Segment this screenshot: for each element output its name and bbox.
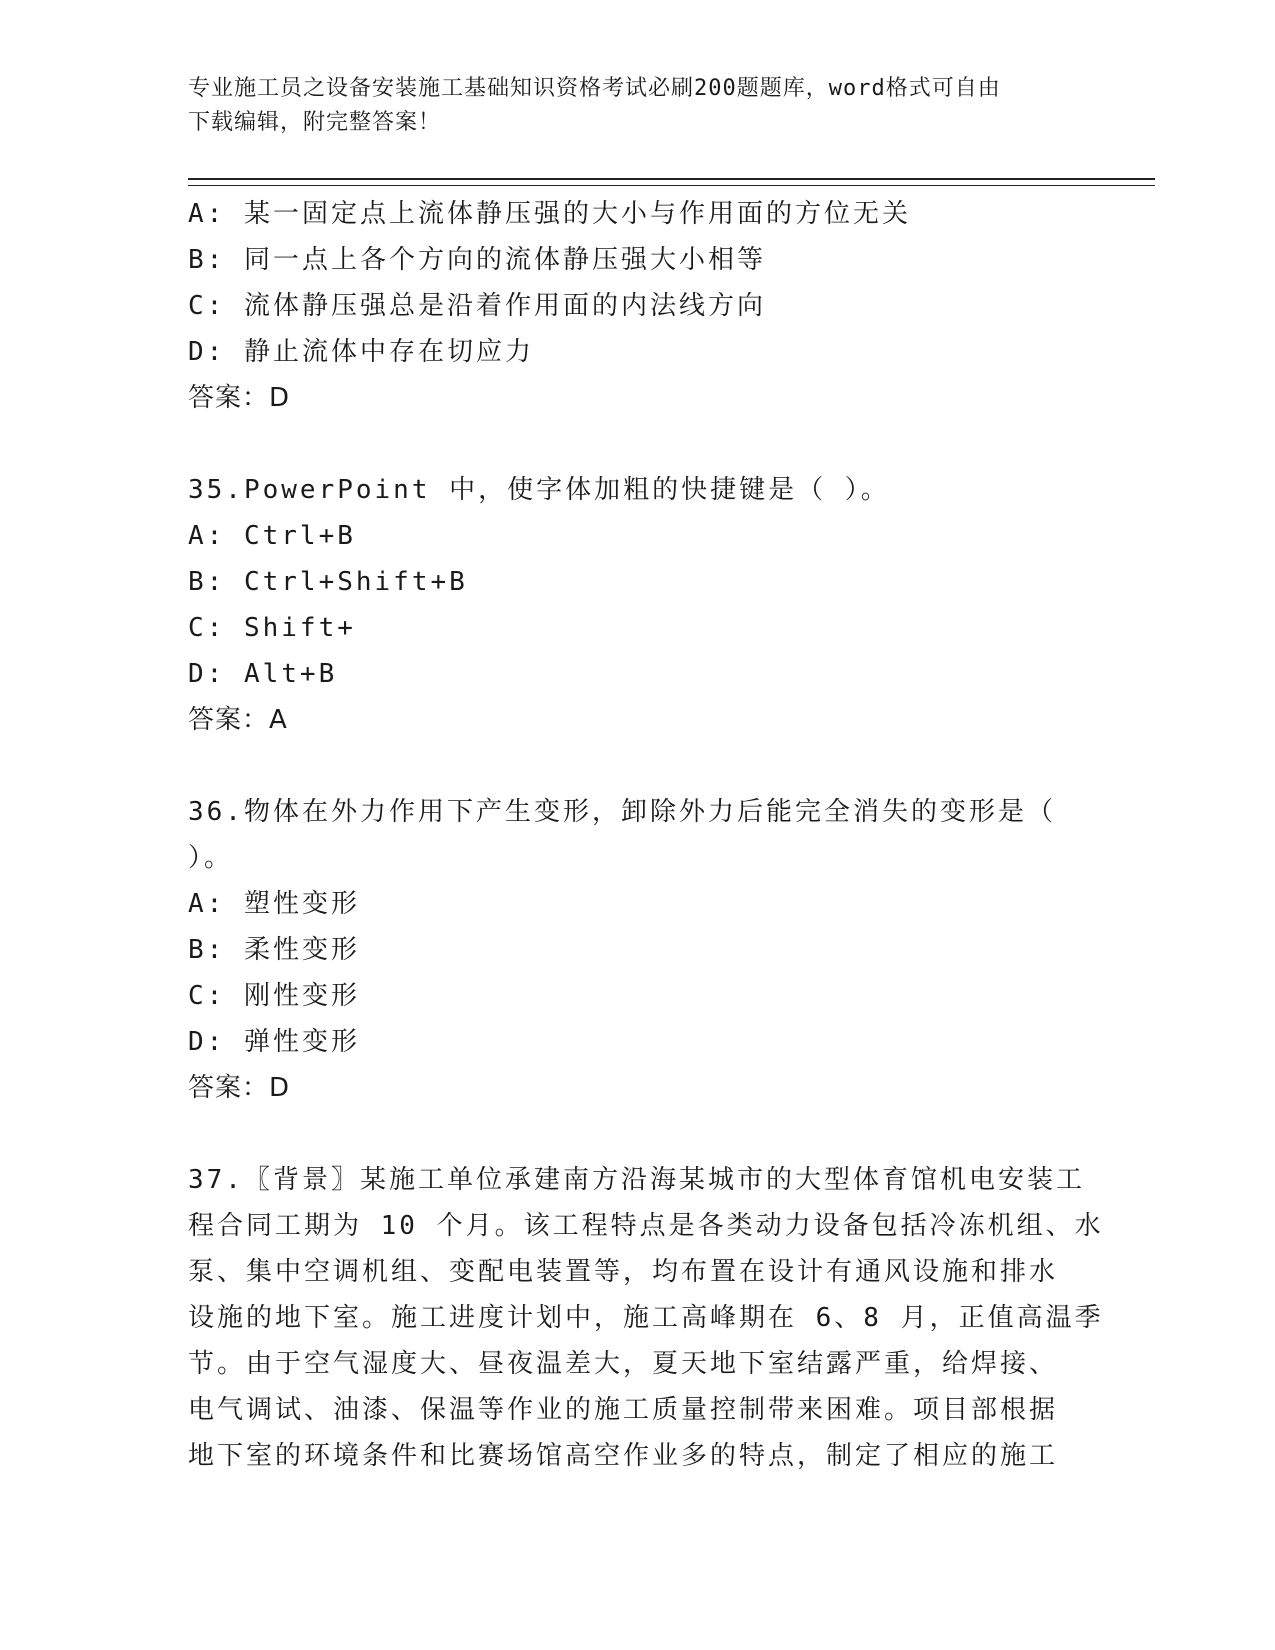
- header-line-1: 专业施工员之设备安装施工基础知识资格考试必刷200题题库，word格式可自由: [188, 76, 1001, 101]
- q37-line-1: 37.〖背景〗某施工单位承建南方沿海某城市的大型体育馆机电安装工: [188, 1165, 1085, 1195]
- q36-option-d: D: 弹性变形: [188, 1027, 360, 1057]
- question-34-block: [188, 191, 1088, 421]
- q37-line-5: 节。由于空气湿度大、昼夜温差大，夏天地下室结露严重，给焊接、: [188, 1349, 1059, 1379]
- q35-option-a: A: Ctrl+B: [188, 521, 356, 551]
- question-36-block: [188, 789, 1088, 1111]
- q35-question: 35.PowerPoint 中，使字体加粗的快捷键是（ ）。: [188, 475, 890, 505]
- question-37-block: [188, 1157, 1104, 1479]
- q36-option-c: C: 刚性变形: [188, 981, 360, 1011]
- q34-option-b: B: 同一点上各个方向的流体静压强大小相等: [188, 245, 766, 275]
- q34-option-d: D: 静止流体中存在切应力: [188, 337, 534, 367]
- q36-option-b: B: 柔性变形: [188, 935, 360, 965]
- q34-answer: 答案：D: [188, 383, 291, 413]
- spacer: [188, 743, 1088, 789]
- q36-option-a: A: 塑性变形: [188, 889, 360, 919]
- q37-line-7: 地下室的环境条件和比赛场馆高空作业多的特点，制定了相应的施工: [188, 1441, 1059, 1471]
- q35-answer: 答案：A: [188, 705, 288, 735]
- q34-option-a: A: 某一固定点上流体静压强的大小与作用面的方位无关: [188, 199, 911, 229]
- q37-line-3: 泵、集中空调机组、变配电装置等，均布置在设计有通风设施和排水: [188, 1257, 1059, 1287]
- q35-option-c: C: Shift+: [188, 613, 356, 643]
- document-body: [188, 191, 1104, 1479]
- q36-answer: 答案：D: [188, 1073, 291, 1103]
- q35-option-b: B: Ctrl+Shift+B: [188, 567, 468, 597]
- question-35-block: [188, 467, 1088, 743]
- spacer: [188, 421, 1088, 467]
- q37-line-2: 程合同工期为 10 个月。该工程特点是各类动力设备包括冷冻机组、水: [188, 1211, 1104, 1241]
- header-divider: [188, 178, 1155, 186]
- q37-line-4: 设施的地下室。施工进度计划中，施工高峰期在 6、8 月，正值高温季: [188, 1303, 1104, 1333]
- q34-option-c: C: 流体静压强总是沿着作用面的内法线方向: [188, 291, 766, 321]
- header-line-2: 下载编辑，附完整答案！: [188, 110, 442, 135]
- spacer: [188, 1111, 1088, 1157]
- q36-question-line-2: ）。: [188, 843, 234, 873]
- q37-line-6: 电气调试、油漆、保温等作业的施工质量控制带来困难。项目部根据: [188, 1395, 1059, 1425]
- q35-option-d: D: Alt+B: [188, 659, 338, 689]
- q36-question-line-1: 36.物体在外力作用下产生变形，卸除外力后能完全消失的变形是（: [188, 797, 1056, 827]
- document-header: [188, 72, 1068, 140]
